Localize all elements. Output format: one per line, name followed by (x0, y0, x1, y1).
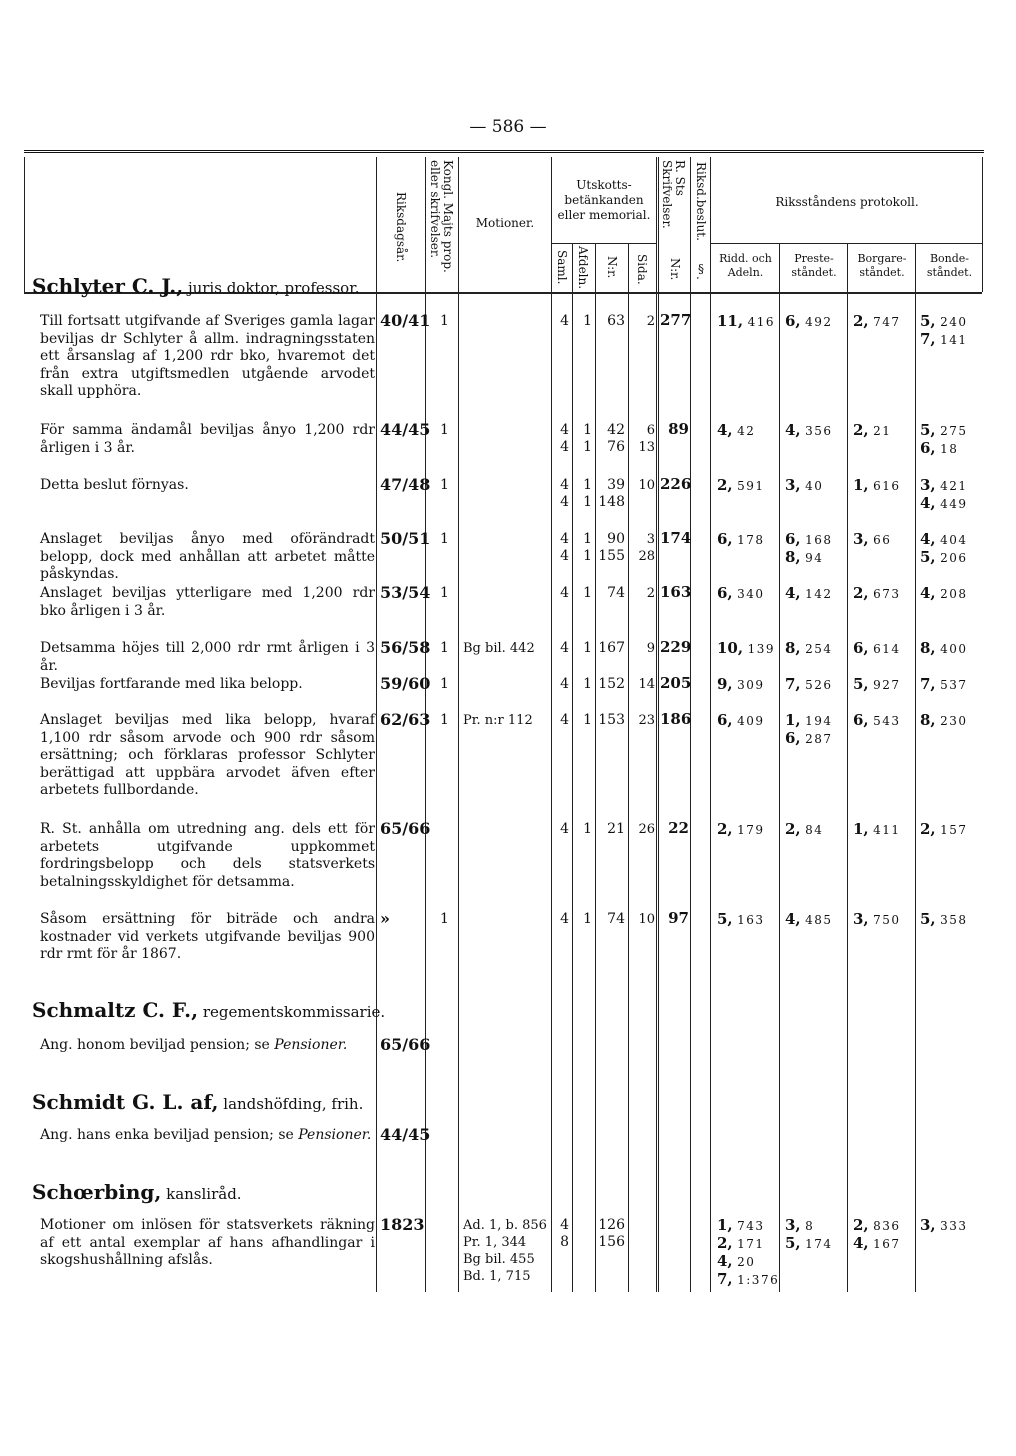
row-bonde: 5, 275 6, 18 (920, 421, 968, 457)
row-year: 1823 (380, 1215, 425, 1234)
row-nr: 42 76 (607, 422, 625, 455)
row-ridd: 2, 179 (717, 820, 765, 838)
row-sida: 2 (646, 314, 655, 329)
row-saml: 4 (560, 712, 569, 728)
header-rsts: R. Sts Skrifvelser. (660, 160, 687, 229)
row-kongl: 1 (440, 477, 449, 493)
row-preste: 2, 84 (785, 820, 824, 838)
row-kongl: 1 (440, 422, 449, 438)
row-ridd: 9, 309 (717, 675, 765, 693)
row-description: Ang. honom beviljad pension; se Pensioner. (40, 1037, 348, 1053)
row-rsts-nr: 186 (660, 710, 692, 728)
header-protokoll: Riksståndens protokoll. (775, 195, 919, 209)
person-name: Schœrbing, (32, 1180, 162, 1204)
row-preste: 1, 194 6, 287 (785, 711, 833, 747)
row-afdeln: 1 (583, 676, 592, 692)
row-sida: 23 (638, 713, 655, 728)
header-paragraph: §. (694, 262, 708, 280)
row-ridd: 1, 743 2, 171 4, 20 7, 1:376 (717, 1216, 780, 1288)
row-ridd: 6, 178 (717, 530, 765, 548)
row-nr: 126 156 (598, 1217, 625, 1250)
row-saml: 4 8 (560, 1217, 569, 1250)
row-bonde: 8, 400 (920, 639, 968, 657)
row-description: Ang. hans enka beviljad pension; se Pensioner. (40, 1127, 372, 1143)
row-afdeln: 1 (583, 911, 592, 927)
col-line (847, 243, 848, 1292)
row-borgare: 2, 836 4, 167 (853, 1216, 901, 1252)
row-sida: 2 (646, 586, 655, 601)
row-description: För samma ändamål beviljas ånyo 1,200 rdr årligen i 3 år. (40, 422, 375, 456)
row-nr: 167 (598, 640, 625, 656)
person-title: juris doktor, professor. (187, 279, 360, 297)
person-name: Schmidt G. L. af, (32, 1090, 219, 1114)
row-rsts-nr: 22 (668, 819, 689, 837)
person-title: landshöfding, frih. (223, 1095, 364, 1113)
row-afdeln: 1 (583, 313, 592, 329)
row-rsts-nr: 89 (668, 420, 689, 438)
row-saml: 4 (560, 585, 569, 601)
col-line (710, 157, 711, 1292)
row-description: Detsamma höjes till 2,000 rdr rmt årligen i 3 år. (40, 640, 375, 674)
row-nr: 153 (598, 712, 625, 728)
col-line (628, 243, 629, 1292)
person-name: Schmaltz C. F., (32, 998, 199, 1022)
row-borgare: 6, 543 (853, 711, 901, 729)
row-year: 59/60 (380, 674, 431, 693)
row-sida: 10 (638, 912, 655, 927)
row-description: Anslaget beviljas ytterligare med 1,200 rdr bko årligen i 3 år. (40, 585, 375, 619)
col-line (572, 243, 573, 1292)
person-heading (32, 998, 385, 1022)
row-nr: 90 155 (598, 531, 625, 564)
row-description: Detta beslut förnyas. (40, 477, 189, 493)
row-ridd: 10, 139 (717, 639, 775, 657)
row-year: 65/66 (380, 819, 431, 838)
row-kongl: 1 (440, 676, 449, 692)
row-sida: 6 13 (638, 423, 655, 455)
row-line (551, 243, 656, 244)
row-borgare: 6, 614 (853, 639, 901, 657)
col-line (982, 157, 983, 292)
row-preste: 3, 40 (785, 476, 824, 494)
row-kongl: 1 (440, 640, 449, 656)
col-line (458, 157, 459, 1292)
row-rsts-nr: 205 (660, 674, 692, 692)
header-afdeln: Afdeln. (576, 246, 590, 290)
row-bonde: 4, 208 (920, 584, 968, 602)
person-title: regementskommissarie. (202, 1003, 386, 1021)
row-afdeln: 1 (583, 640, 592, 656)
row-sida: 14 (638, 677, 655, 692)
row-preste: 7, 526 (785, 675, 833, 693)
row-nr: 63 (607, 313, 625, 329)
row-rsts-nr: 163 (660, 583, 692, 601)
col-line (779, 243, 780, 1292)
row-saml: 4 4 (560, 477, 569, 510)
row-saml: 4 (560, 911, 569, 927)
col-line (376, 157, 377, 1292)
header-sida: Sida. (635, 254, 649, 285)
row-description: Motioner om inlösen för statsverkets räkning af ett antal exemplar af hans afhandlingar i skogshushållning afslås. (40, 1217, 375, 1268)
row-bonde: 3, 421 4, 449 (920, 476, 968, 512)
row-afdeln: 1 1 (583, 422, 592, 455)
col-line (915, 243, 916, 1292)
row-year: 47/48 (380, 475, 431, 494)
row-line (710, 243, 982, 244)
row-ridd: 4, 42 (717, 421, 756, 439)
row-borgare: 3, 66 (853, 530, 892, 548)
header-bonde: Bonde- ståndet. (926, 252, 973, 279)
top-rule (24, 150, 984, 153)
row-saml: 4 (560, 676, 569, 692)
row-description: Såsom ersättning för biträde och andra kostnader vid verkets utgifvande beviljas 900 rdr rmt för år 1867. (40, 911, 375, 962)
row-description: Anslaget beviljas med lika belopp, hvaraf 1,100 rdr såsom arvode och 900 rdr såsom ersättning; och förklaras professor Schlyter berättigad att uppbära arvodet äfven efter arbetets fullbordande. (40, 712, 375, 798)
col-line (656, 157, 659, 1292)
header-preste: Preste- ståndet. (791, 252, 837, 279)
row-ridd: 6, 409 (717, 711, 765, 729)
row-bonde: 5, 240 7, 141 (920, 312, 968, 348)
row-kongl: 1 (440, 585, 449, 601)
row-saml: 4 4 (560, 531, 569, 564)
row-sida: 3 28 (638, 532, 655, 564)
row-description: Till fortsatt utgifvande af Sveriges gamla lagar beviljas dr Schlyter å allm. indragningsstaten ett årsanslag af 1,200 rdr bko, hvaremot det från extra utgiftsmedlen utgående arvodet skall upphöra. (40, 313, 375, 399)
row-description: Beviljas fortfarande med lika belopp. (40, 676, 303, 692)
row-saml: 4 4 (560, 422, 569, 455)
header-nr: N:r. (605, 256, 619, 279)
row-year: 44/45 (380, 420, 431, 439)
row-year: 65/66 (380, 1035, 431, 1054)
row-year: 50/51 (380, 529, 431, 548)
row-motion: Pr. n:r 112 (463, 713, 533, 728)
row-afdeln: 1 (583, 821, 592, 837)
col-line (595, 243, 596, 1292)
row-motion: Ad. 1, b. 856 Pr. 1, 344 Bg bil. 455 Bd. 1, 715 (463, 1218, 547, 1284)
row-nr: 74 (607, 585, 625, 601)
header-borgare: Borgare- ståndet. (857, 252, 907, 279)
person-name: Schlyter C. J., (32, 274, 184, 298)
person-heading (32, 1090, 363, 1114)
row-rsts-nr: 229 (660, 638, 692, 656)
row-borgare: 5, 927 (853, 675, 901, 693)
row-bonde: 4, 404 5, 206 (920, 530, 968, 566)
header-nr2: N:r. (668, 258, 682, 281)
row-rsts-nr: 97 (668, 909, 689, 927)
row-rsts-nr: 277 (660, 311, 692, 329)
row-year: 44/45 (380, 1125, 431, 1144)
header-ridd: Ridd. och Adeln. (719, 252, 772, 279)
page-number: — 586 — (469, 117, 547, 137)
row-bonde: 2, 157 (920, 820, 968, 838)
row-preste: 6, 492 (785, 312, 833, 330)
person-title: kansliråd. (166, 1185, 242, 1203)
row-year: 62/63 (380, 710, 431, 729)
row-kongl: 1 (440, 911, 449, 927)
row-borgare: 1, 616 (853, 476, 901, 494)
row-description: Anslaget beviljas ånyo med oförändradt belopp, dock med anhållan att arbetet måtte påskyndas. (40, 531, 375, 582)
row-afdeln: 1 (583, 585, 592, 601)
row-sida: 10 (638, 478, 655, 493)
row-saml: 4 (560, 821, 569, 837)
row-year: 56/58 (380, 638, 431, 657)
row-ridd: 2, 591 (717, 476, 765, 494)
row-preste: 6, 168 8, 94 (785, 530, 833, 566)
row-rsts-nr: 226 (660, 475, 692, 493)
row-ridd: 5, 163 (717, 910, 765, 928)
row-kongl: 1 (440, 712, 449, 728)
row-nr: 74 (607, 911, 625, 927)
row-borgare: 3, 750 (853, 910, 901, 928)
row-nr: 21 (607, 821, 625, 837)
row-preste: 4, 356 (785, 421, 833, 439)
row-year: 53/54 (380, 583, 431, 602)
row-preste: 4, 142 (785, 584, 833, 602)
row-saml: 4 (560, 313, 569, 329)
row-nr: 39 148 (598, 477, 625, 510)
row-bonde: 3, 333 (920, 1216, 968, 1234)
person-heading (32, 1180, 242, 1204)
row-borgare: 2, 673 (853, 584, 901, 602)
row-sida: 26 (638, 822, 655, 837)
header-utskott: Utskotts- betänkanden eller memorial. (557, 178, 651, 222)
row-afdeln: 1 1 (583, 531, 592, 564)
row-borgare: 1, 411 (853, 820, 901, 838)
row-borgare: 2, 21 (853, 421, 892, 439)
row-rsts-nr: 174 (660, 529, 692, 547)
row-preste: 4, 485 (785, 910, 833, 928)
row-preste: 8, 254 (785, 639, 833, 657)
row-bonde: 7, 537 (920, 675, 968, 693)
col-line (24, 157, 25, 292)
row-saml: 4 (560, 640, 569, 656)
row-bonde: 8, 230 (920, 711, 968, 729)
row-ridd: 11, 416 (717, 312, 775, 330)
row-afdeln: 1 (583, 712, 592, 728)
person-heading (32, 274, 360, 298)
header-motioner: Motioner. (475, 216, 535, 230)
header-saml: Saml. (555, 250, 569, 285)
row-description: R. St. anhålla om utredning ang. dels ett för arbetets utgifvande uppkommet fordringsbelopp och dels statsverkets betalningsskyldighet för detsamma. (40, 821, 375, 890)
row-sida: 9 (646, 641, 655, 656)
row-nr: 152 (598, 676, 625, 692)
row-ridd: 6, 340 (717, 584, 765, 602)
header-kongl: Kongl. Majts prop. eller skrifvelser. (428, 160, 455, 273)
row-kongl: 1 (440, 313, 449, 329)
row-borgare: 2, 747 (853, 312, 901, 330)
row-motion: Bg bil. 442 (463, 641, 535, 656)
row-preste: 3, 8 5, 174 (785, 1216, 833, 1252)
row-year: 40/41 (380, 311, 431, 330)
header-riksd: Riksd.beslut. (694, 162, 708, 241)
row-bonde: 5, 358 (920, 910, 968, 928)
row-kongl: 1 (440, 531, 449, 547)
row-afdeln: 1 1 (583, 477, 592, 510)
header-riksdagsar: Riksdagsår. (394, 192, 408, 263)
row-year: » (380, 909, 390, 928)
